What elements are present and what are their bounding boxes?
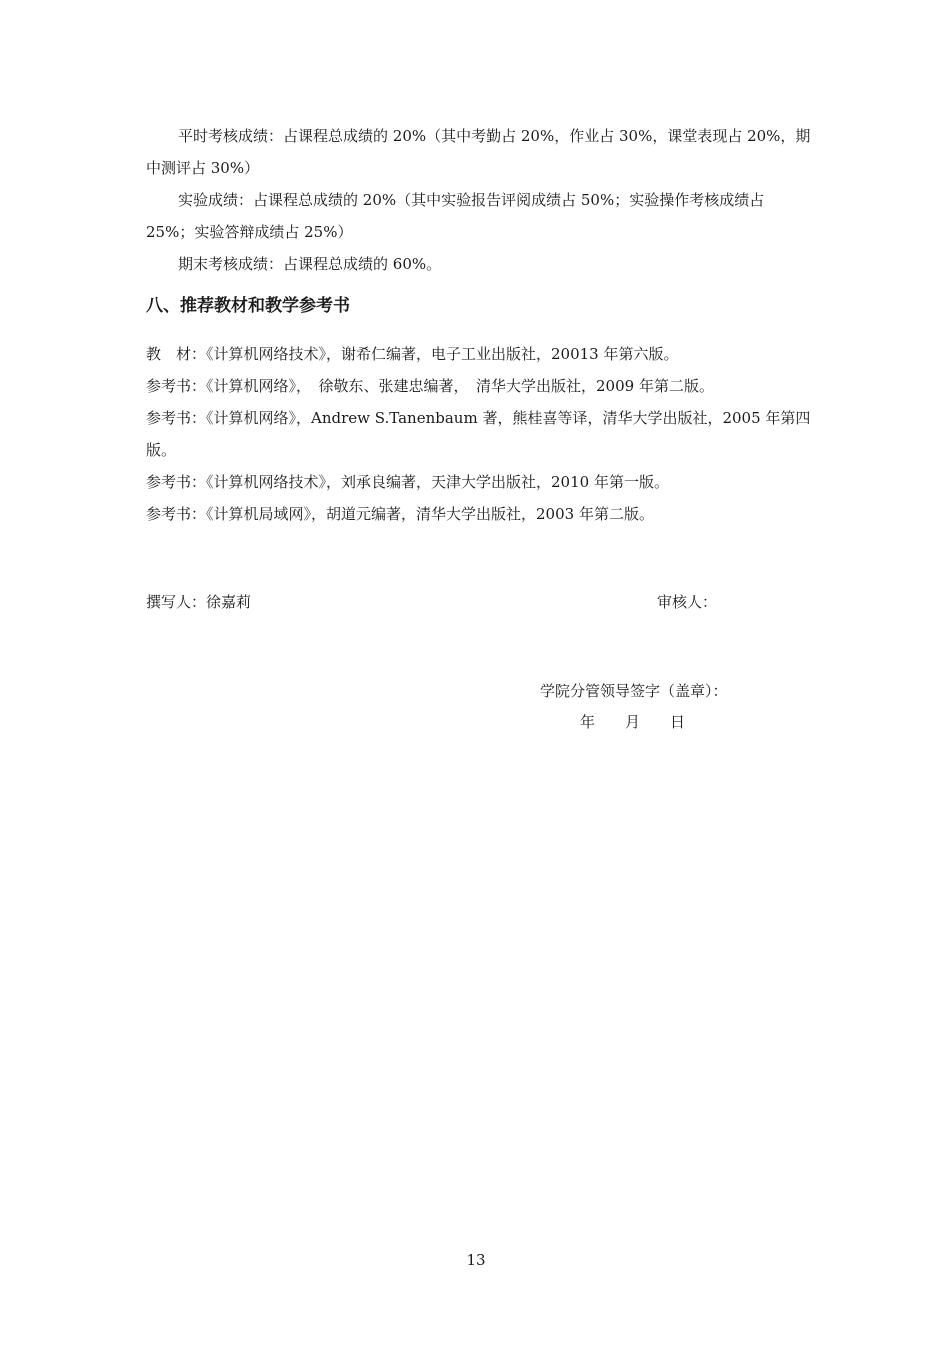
writer-signature: 撰写人：徐嘉莉 (146, 593, 252, 611)
leader-signature-label: 学院分管领导签字（盖章）： (540, 682, 728, 700)
page-number: 13 (466, 1251, 486, 1269)
assessment-final-paragraph: 期末考核成绩：占课程总成绩的 60%。 (178, 255, 442, 273)
book-item-reference-4: 参考书：《计算机局域网》，胡道元编著，清华大学出版社，2003 年第二版。 (146, 505, 654, 523)
reviewer-signature: 审核人： (657, 593, 718, 611)
book-item-reference-2: 参考书：《计算机网络》，Andrew S.Tanenbaum 著，熊桂喜等译，清华大学出版社，2005 年第四版。 (146, 409, 811, 459)
book-item-reference-1: 参考书：《计算机网络》， 徐敬东、张建忠编著， 清华大学出版社，2009 年第二版。 (146, 377, 714, 395)
section-heading: 八、推荐教材和教学参考书 (146, 296, 350, 316)
book-list (146, 338, 812, 530)
book-item-reference-3: 参考书：《计算机网络技术》，刘承良编著，天津大学出版社，2010 年第一版。 (146, 473, 669, 491)
assessment-regular-paragraph: 平时考核成绩：占课程总成绩的 20%（其中考勤占 20%，作业占 30%，课堂表现占 20%，期中测评占 30%） (146, 127, 811, 177)
date-line: 年 月 日 (580, 713, 686, 731)
assessment-lab-paragraph: 实验成绩：占课程总成绩的 20%（其中实验报告评阅成绩占 50%；实验操作考核成绩占 25%；实验答辩成绩占 25%） (146, 191, 765, 241)
book-item-textbook: 教 材：《计算机网络技术》，谢希仁编著，电子工业出版社，20013 年第六版。 (146, 345, 679, 363)
